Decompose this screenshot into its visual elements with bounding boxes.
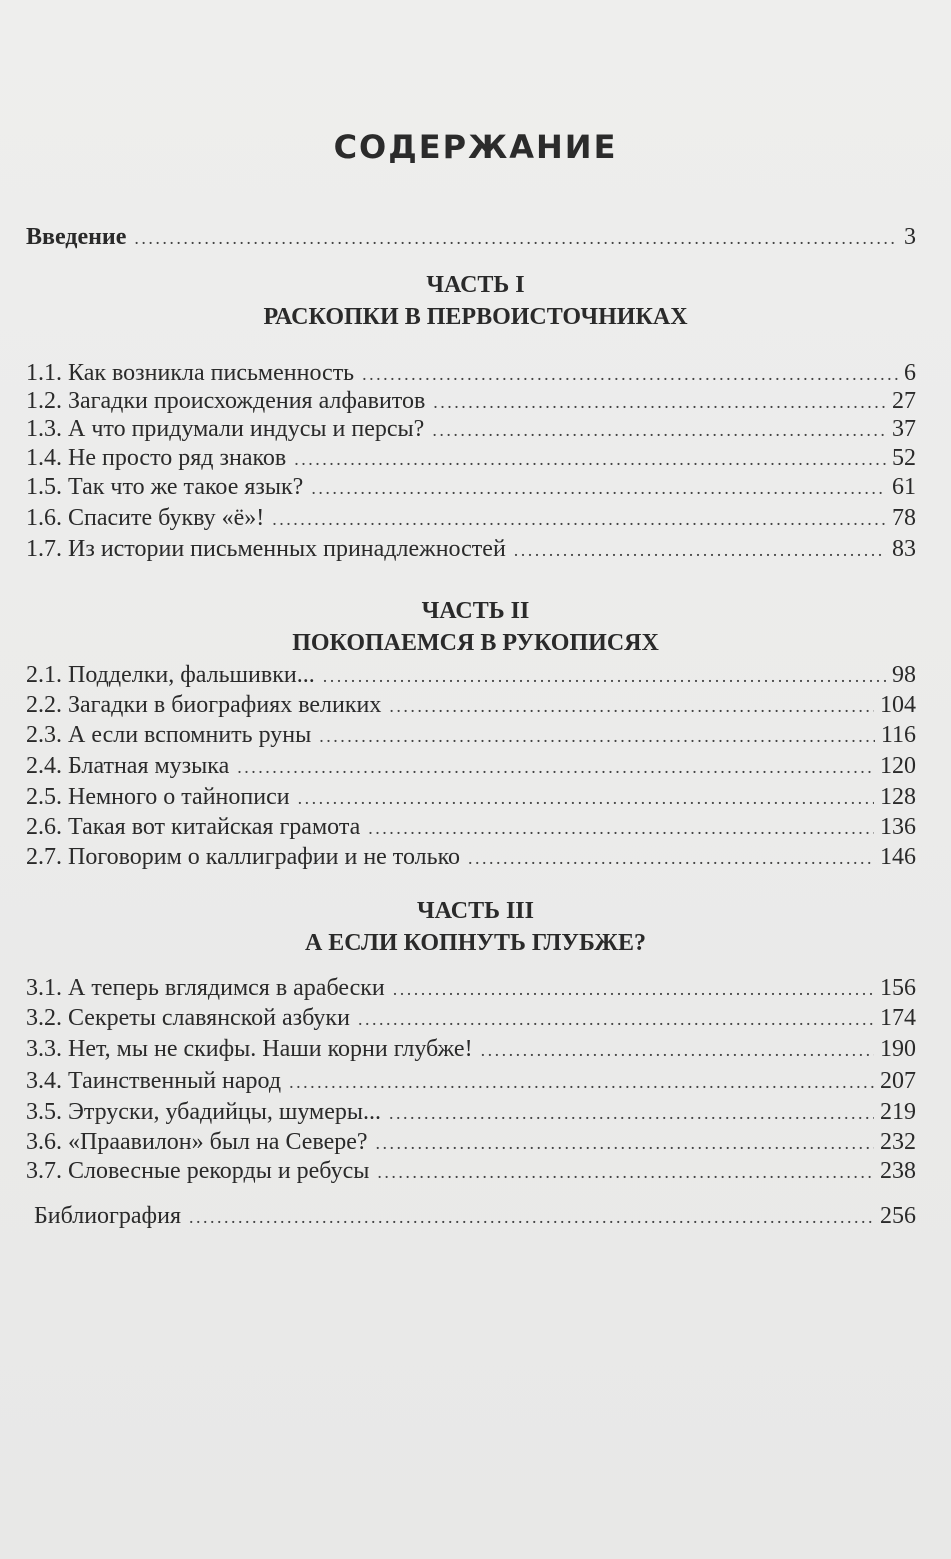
- toc-entry-3-7[interactable]: [26, 1156, 916, 1186]
- dot-leader: [298, 783, 874, 813]
- dot-leader: [514, 535, 886, 565]
- toc-entry-label: 2.3. А если вспомнить руны: [26, 722, 312, 748]
- toc-page-number: 37: [892, 416, 916, 442]
- dot-leader: [272, 504, 886, 534]
- toc-page-number: 120: [880, 753, 916, 779]
- toc-page-number: 156: [880, 975, 916, 1001]
- toc-page-number: 27: [892, 388, 916, 414]
- toc-page-number: 146: [880, 844, 916, 870]
- part-1-subheading: РАСКОПКИ В ПЕРВОИСТОЧНИКАХ: [263, 304, 688, 330]
- dot-leader: [319, 721, 875, 751]
- toc-entry-label: 3.5. Этруски, убадийцы, шумеры...: [26, 1099, 382, 1125]
- toc-entry-label: 1.7. Из истории письменных принадлежностей: [26, 536, 506, 562]
- dot-leader: [377, 1157, 874, 1187]
- toc-entry-label: 2.4. Блатная музыка: [26, 753, 230, 779]
- dot-leader: [368, 813, 874, 843]
- toc-entry-label: 1.6. Спасите букву «ё»!: [26, 505, 265, 531]
- dot-leader: [481, 1035, 874, 1065]
- toc-entry-label: 1.1. Как возникла письменность: [26, 360, 355, 386]
- toc-entry-intro[interactable]: [26, 222, 916, 252]
- dot-leader: [393, 974, 874, 1004]
- toc-entry-label: 3.3. Нет, мы не скифы. Наши корни глубже!: [26, 1036, 473, 1062]
- toc-entry-3-6[interactable]: [26, 1127, 916, 1157]
- dot-leader: [134, 223, 898, 253]
- toc-entry-1-4[interactable]: [26, 443, 916, 473]
- toc-entry-label: 1.5. Так что же такое язык?: [26, 474, 304, 500]
- toc-entry-label: 2.5. Немного о тайнописи: [26, 784, 290, 810]
- toc-page-number: 83: [892, 536, 916, 562]
- dot-leader: [237, 752, 874, 782]
- toc-entry-1-1[interactable]: [26, 358, 916, 388]
- toc-entry-1-3[interactable]: [26, 414, 916, 444]
- toc-page-number: 219: [880, 1099, 916, 1125]
- part-3-heading: ЧАСТЬ III: [417, 898, 534, 924]
- toc-page-number: 238: [880, 1158, 916, 1184]
- toc-entry-label: 1.2. Загадки происхождения алфавитов: [26, 388, 426, 414]
- toc-entry-bibliography[interactable]: [34, 1201, 916, 1231]
- toc-page-number: 98: [892, 662, 916, 688]
- toc-entry-2-3[interactable]: [26, 720, 916, 750]
- toc-page-number: 78: [892, 505, 916, 531]
- toc-entry-2-2[interactable]: [26, 690, 916, 720]
- toc-page-number: 104: [880, 692, 916, 718]
- toc-entry-label: 3.7. Словесные рекорды и ребусы: [26, 1158, 370, 1184]
- toc-entry-2-5[interactable]: [26, 782, 916, 812]
- toc-page-number: 136: [880, 814, 916, 840]
- toc-entry-3-2[interactable]: [26, 1003, 916, 1033]
- dot-leader: [289, 1067, 874, 1097]
- toc-entry-2-6[interactable]: [26, 812, 916, 842]
- toc-page-number: 52: [892, 445, 916, 471]
- toc-entry-label: 2.2. Загадки в биографиях великих: [26, 692, 382, 718]
- toc-page-number: 61: [892, 474, 916, 500]
- toc-entry-3-5[interactable]: [26, 1097, 916, 1127]
- toc-entry-label: 2.6. Такая вот китайская грамота: [26, 814, 361, 840]
- dot-leader: [433, 387, 886, 417]
- dot-leader: [311, 473, 886, 503]
- toc-page-number: 174: [880, 1005, 916, 1031]
- toc-page-number: 207: [880, 1068, 916, 1094]
- dot-leader: [389, 691, 874, 721]
- toc-entry-3-4[interactable]: [26, 1066, 916, 1096]
- toc-entry-3-1[interactable]: [26, 973, 916, 1003]
- toc-page-number: 6: [904, 360, 916, 386]
- toc-entry-label: 1.4. Не просто ряд знаков: [26, 445, 287, 471]
- dot-leader: [323, 661, 886, 691]
- toc-entry-1-5[interactable]: [26, 472, 916, 502]
- part-3-subheading: А ЕСЛИ КОПНУТЬ ГЛУБЖЕ?: [304, 930, 647, 956]
- toc-entry-label: 3.2. Секреты славянской азбуки: [26, 1005, 350, 1031]
- toc-page-number: 3: [904, 224, 916, 250]
- toc-entry-1-6[interactable]: [26, 503, 916, 533]
- toc-entry-label: Введение: [26, 224, 127, 250]
- dot-leader: [362, 359, 898, 389]
- dot-leader: [389, 1098, 874, 1128]
- toc-entry-2-7[interactable]: [26, 842, 916, 872]
- part-2-heading: ЧАСТЬ II: [421, 598, 530, 624]
- dot-leader: [294, 444, 886, 474]
- toc-entry-label: 3.1. А теперь вглядимся в арабески: [26, 975, 385, 1001]
- toc-entry-label: 2.7. Поговорим о каллиграфии и не только: [26, 844, 461, 870]
- toc-page-number: 256: [880, 1203, 916, 1229]
- toc-entry-1-2[interactable]: [26, 386, 916, 416]
- dot-leader: [189, 1202, 874, 1232]
- toc-page-number: 232: [880, 1129, 916, 1155]
- toc-page-number: 116: [880, 722, 916, 748]
- toc-entry-3-3[interactable]: [26, 1034, 916, 1064]
- part-2-subheading: ПОКОПАЕМСЯ В РУКОПИСЯХ: [292, 630, 659, 656]
- toc-entry-label: 1.3. А что придумали индусы и персы?: [26, 416, 425, 442]
- dot-leader: [376, 1128, 874, 1158]
- toc-page-number: 190: [880, 1036, 916, 1062]
- toc-entry-2-1[interactable]: [26, 660, 916, 690]
- toc-entry-2-4[interactable]: [26, 751, 916, 781]
- toc-entry-1-7[interactable]: [26, 534, 916, 564]
- toc-page-number: 128: [880, 784, 916, 810]
- dot-leader: [468, 843, 874, 873]
- dot-leader: [432, 415, 886, 445]
- dot-leader: [358, 1004, 874, 1034]
- toc-entry-label: 3.6. «Праавилон» был на Севере?: [26, 1129, 368, 1155]
- part-1-heading: ЧАСТЬ I: [426, 272, 525, 298]
- toc-entry-label: 2.1. Подделки, фальшивки...: [26, 662, 315, 688]
- toc-entry-label: Библиография: [34, 1203, 181, 1229]
- page-title: СОДЕРЖАНИЕ: [333, 128, 618, 166]
- toc-entry-label: 3.4. Таинственный народ: [26, 1068, 282, 1094]
